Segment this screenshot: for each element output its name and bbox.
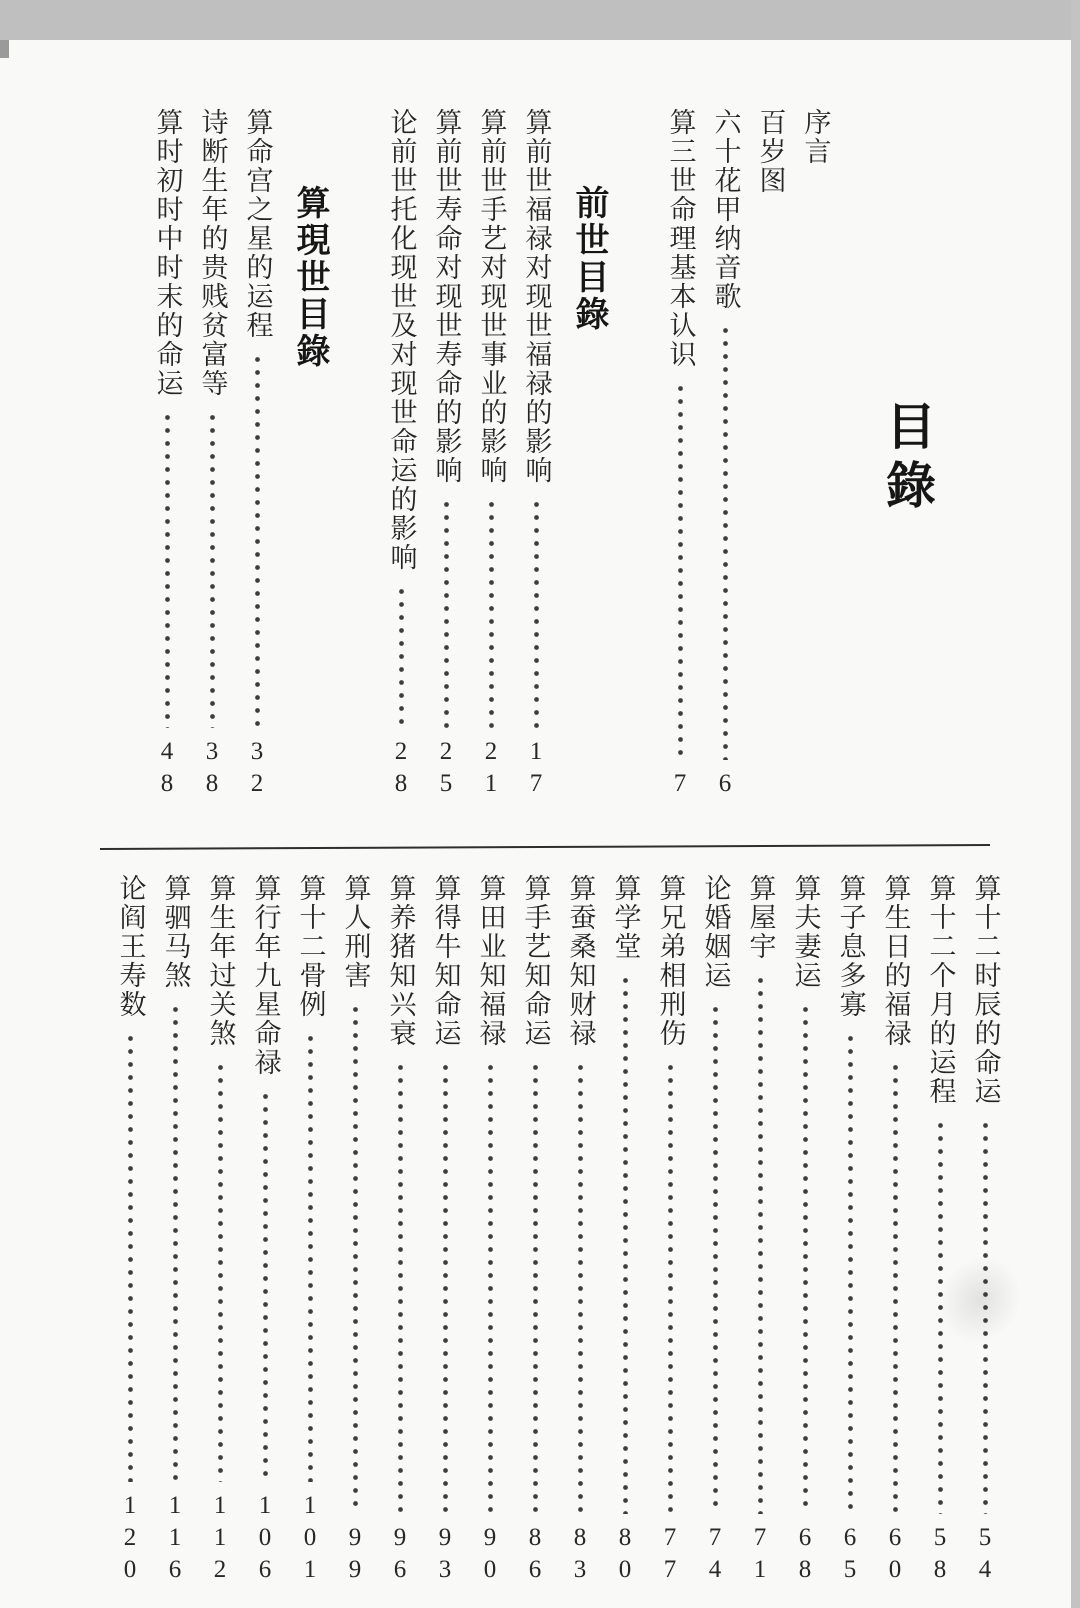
dot-leader <box>668 1061 673 1514</box>
toc-page-number: 101 <box>296 1492 324 1588</box>
dot-leader <box>210 411 215 728</box>
dot-leader <box>308 1032 313 1482</box>
dot-leader <box>489 498 494 728</box>
toc-entry <box>827 874 873 1588</box>
toc-entry <box>872 874 918 1588</box>
dot-leader <box>578 1061 583 1514</box>
toc-page-number: 116 <box>161 1492 189 1588</box>
toc-entry <box>152 874 198 1588</box>
toc-entry <box>287 874 333 1588</box>
dot-leader <box>263 1090 268 1482</box>
toc-entry-title: 算夫妻运 <box>790 874 821 990</box>
toc-page-number: 48 <box>153 738 181 802</box>
dot-leader <box>173 1003 178 1482</box>
toc-entry <box>647 874 693 1588</box>
toc-entry <box>792 108 838 166</box>
toc-entry <box>917 874 963 1588</box>
toc-entry <box>702 108 748 802</box>
dot-leader <box>534 498 539 728</box>
dot-leader <box>353 1003 358 1514</box>
dot-leader <box>488 1061 493 1514</box>
toc-entry <box>423 108 469 802</box>
toc-page-number: 21 <box>477 738 505 802</box>
toc-entry <box>332 874 378 1588</box>
dot-leader <box>165 411 170 728</box>
dot-leader <box>623 974 628 1514</box>
toc-entry <box>602 874 648 1588</box>
toc-entry <box>144 108 190 802</box>
toc-entry <box>422 874 468 1588</box>
toc-entry-title: 算十二个月的运程 <box>925 874 956 1106</box>
toc-entry <box>557 874 603 1588</box>
toc-entry <box>467 874 513 1588</box>
toc-page-number: 96 <box>386 1524 414 1588</box>
toc-entry-title: 算养猪知兴衰 <box>385 874 416 1048</box>
toc-page-number: 6 <box>711 770 739 802</box>
toc-page-number: 99 <box>341 1524 369 1588</box>
toc-entry-title: 诗断生年的贵贱贫富等 <box>197 108 228 398</box>
toc-page-number: 68 <box>791 1524 819 1588</box>
toc-entry <box>512 874 558 1588</box>
toc-entry-title: 算驷马煞 <box>160 874 191 990</box>
toc-page-number: 80 <box>611 1524 639 1588</box>
toc-page-number: 32 <box>243 738 271 802</box>
toc-page-number: 83 <box>566 1524 594 1588</box>
dot-leader <box>128 1032 133 1482</box>
toc-page-number: 28 <box>387 738 415 802</box>
toc-page-number: 90 <box>476 1524 504 1588</box>
toc-section-header <box>565 185 611 333</box>
dot-leader <box>893 1061 898 1514</box>
dot-leader <box>443 1061 448 1514</box>
toc-page-number: 38 <box>198 738 226 802</box>
dot-leader <box>758 974 763 1514</box>
toc-entry-title: 论前世托化现世及对现世命运的影响 <box>386 108 417 572</box>
dot-leader <box>398 1061 403 1514</box>
dot-leader <box>255 353 260 728</box>
toc-page-number: 77 <box>656 1524 684 1588</box>
dot-leader <box>983 1119 988 1514</box>
toc-entry <box>747 108 793 195</box>
toc-entry-title: 算生年过关煞 <box>205 874 236 1048</box>
scan-margin-top <box>0 0 1080 40</box>
toc-entry-title: 算蚕桑知财禄 <box>565 874 596 1048</box>
toc-page-number: 112 <box>206 1492 234 1588</box>
toc-page-number: 74 <box>701 1524 729 1588</box>
toc-entry-title: 算时初时中时末的命运 <box>152 108 183 398</box>
toc-entry-title: 算子息多寡 <box>835 874 866 1019</box>
page-title: 目錄 <box>879 400 935 518</box>
dot-leader <box>444 498 449 728</box>
toc-section-header <box>286 185 332 370</box>
toc-page-number: 86 <box>521 1524 549 1588</box>
toc-entry <box>468 108 514 802</box>
toc-entry-title: 算学堂 <box>610 874 641 961</box>
toc-entry <box>107 874 153 1588</box>
toc-entry <box>189 108 235 802</box>
toc-entry <box>692 874 738 1588</box>
toc-entry-title: 算手艺知命运 <box>520 874 551 1048</box>
toc-entry <box>737 874 783 1588</box>
dot-leader <box>848 1032 853 1514</box>
toc-entry-title: 算田业知福禄 <box>475 874 506 1048</box>
toc-page-number: 54 <box>971 1524 999 1588</box>
toc-page-number: 65 <box>836 1524 864 1588</box>
toc-entry-title: 算十二时辰的命运 <box>970 874 1001 1106</box>
toc-entry <box>962 874 1008 1588</box>
toc-entry <box>197 874 243 1588</box>
scan-margin-right <box>1071 0 1080 1608</box>
toc-page-number: 60 <box>881 1524 909 1588</box>
toc-entry-title: 算命宫之星的运程 <box>242 108 273 340</box>
toc-entry-title: 算屋宇 <box>745 874 776 961</box>
dot-leader <box>218 1061 223 1482</box>
toc-entry-title: 算十二骨例 <box>295 874 326 1019</box>
toc-page-number: 93 <box>431 1524 459 1588</box>
toc-entry-title: 算生日的福禄 <box>880 874 911 1048</box>
dot-leader <box>533 1061 538 1514</box>
toc-entry <box>377 874 423 1588</box>
toc-entry-title: 算行年九星命禄 <box>250 874 281 1077</box>
toc-entry-title: 算前世寿命对现世寿命的影响 <box>431 108 462 485</box>
toc-page-number: 71 <box>746 1524 774 1588</box>
dot-leader <box>399 585 404 728</box>
toc-entry-title: 论阎王寿数 <box>115 874 146 1019</box>
toc-entry-title: 算前世手艺对现世事业的影响 <box>476 108 507 485</box>
toc-entry-title: 六十花甲纳音歌 <box>710 108 741 311</box>
toc-entry <box>513 108 559 802</box>
toc-entry-title: 算前世福禄对现世福禄的影响 <box>521 108 552 485</box>
toc-entry-title: 算三世命理基本认识 <box>665 108 696 369</box>
toc-page-number: 58 <box>926 1524 954 1588</box>
toc-page-number: 25 <box>432 738 460 802</box>
toc-entry-title: 序言 <box>800 108 831 166</box>
toc-entry <box>657 108 703 802</box>
dot-leader <box>678 382 683 760</box>
toc-entry <box>242 874 288 1588</box>
toc-header-label: 前世目錄 <box>570 185 607 333</box>
toc-page-number: 17 <box>522 738 550 802</box>
toc-entry-title: 百岁图 <box>755 108 786 195</box>
toc-entry <box>782 874 828 1588</box>
toc-page-number: 106 <box>251 1492 279 1588</box>
toc-header-label: 算現世目錄 <box>291 185 328 370</box>
dot-leader <box>803 1003 808 1514</box>
toc-entry-title: 论婚姻运 <box>700 874 731 990</box>
toc-entry <box>378 108 424 802</box>
toc-entry-title: 算得牛知命运 <box>430 874 461 1048</box>
toc-entry <box>234 108 280 802</box>
dot-leader <box>723 324 728 760</box>
section-divider <box>100 844 990 850</box>
scan-edge-artifact <box>0 40 9 58</box>
toc-page-number: 120 <box>116 1492 144 1588</box>
dot-leader <box>713 1003 718 1514</box>
toc-entry-title: 算兄弟相刑伤 <box>655 874 686 1048</box>
toc-page-number: 7 <box>666 770 694 802</box>
toc-entry-title: 算人刑害 <box>340 874 371 990</box>
dot-leader <box>938 1119 943 1514</box>
